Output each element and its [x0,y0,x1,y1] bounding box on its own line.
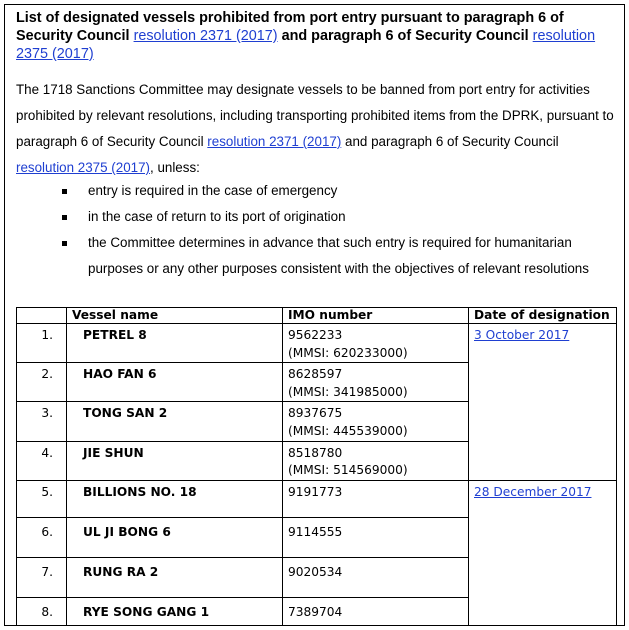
column-header-vessel-name: Vessel name [67,308,283,324]
imo-number: 8628597 [288,367,343,382]
vessel-name: BILLIONS NO. 18 [67,480,283,517]
vessel-name: RUNG RA 2 [67,557,283,597]
imo-number: 8518780 [288,445,343,460]
imo-number: 9191773 [283,480,469,517]
intro-link-resolution-2375[interactable]: resolution 2375 (2017) [16,160,150,175]
heading-link-resolution-2371[interactable]: resolution 2371 (2017) [133,28,278,44]
imo-cell [283,402,469,441]
table-row [17,324,617,363]
imo-number: 9020534 [283,557,469,597]
row-number: 5. [17,480,67,517]
mmsi-number: (MMSI: 620233000) [288,345,408,360]
column-header-date-of-designation: Date of designation [469,308,617,324]
column-header-number [17,308,67,324]
table-header-row [17,308,617,324]
intro-link-resolution-2371[interactable]: resolution 2371 (2017) [207,134,342,149]
imo-cell [283,324,469,363]
imo-number: 7389704 [283,597,469,626]
list-item-text: in the case of return to its port of origination [88,209,346,224]
list-item-text: entry is required in the case of emergency [88,183,338,198]
designation-date-cell [469,480,617,626]
column-header-imo-number: IMO number [283,308,469,324]
imo-cell [283,441,469,480]
vessel-name: PETREL 8 [67,324,283,363]
intro-text-3: , unless: [150,160,200,175]
row-number: 2. [17,363,67,402]
vessel-name: JIE SHUN [67,441,283,480]
row-number: 6. [17,517,67,557]
intro-paragraph [16,77,616,181]
imo-cell [283,363,469,402]
designation-date-link[interactable]: 3 October 2017 [474,328,570,342]
vessel-name: RYE SONG GANG 1 [67,597,283,626]
vessels-table [16,307,617,626]
bullet-icon [62,215,67,220]
row-number: 3. [17,402,67,441]
row-number: 4. [17,441,67,480]
intro-text-1: The 1718 Sanctions Committee may designate vessels to be banned from port entry for activities prohibited by relevant resolutions, including transporting prohibited items from the DPRK, pursuant to paragraph 6 of Security Council [16,82,614,149]
list-item-text: the Committee determines in advance that such entry is required for humanitarian purposes or any other purposes consistent with the objectives of relevant resolutions [88,235,589,276]
document-heading [16,9,616,63]
row-number: 8. [17,597,67,626]
heading-text-1: List of designated vessels prohibited from port entry pursuant to paragraph 6 of Security Council [16,10,564,44]
imo-number: 9562233 [288,328,343,342]
row-number: 1. [17,324,67,363]
mmsi-number: (MMSI: 514569000) [288,463,408,478]
row-number: 7. [17,557,67,597]
intro-text-2: and paragraph 6 of Security Council [341,134,559,149]
designation-date-link[interactable]: 28 December 2017 [474,484,592,499]
heading-text-2: and paragraph 6 of Security Council [277,28,533,44]
mmsi-number: (MMSI: 341985000) [288,384,408,399]
document-frame [4,4,625,626]
vessel-name: UL JI BONG 6 [67,517,283,557]
designation-date-cell [469,324,617,481]
mmsi-number: (MMSI: 445539000) [288,423,408,438]
vessel-name: HAO FAN 6 [67,363,283,402]
imo-number: 8937675 [288,406,343,421]
table-row [17,480,617,517]
bullet-icon [62,241,67,246]
heading-link-resolution-2375[interactable]: resolution 2375 (2017) [16,28,596,62]
vessel-name: TONG SAN 2 [67,402,283,441]
bullet-icon [62,189,67,194]
imo-number: 9114555 [283,517,469,557]
